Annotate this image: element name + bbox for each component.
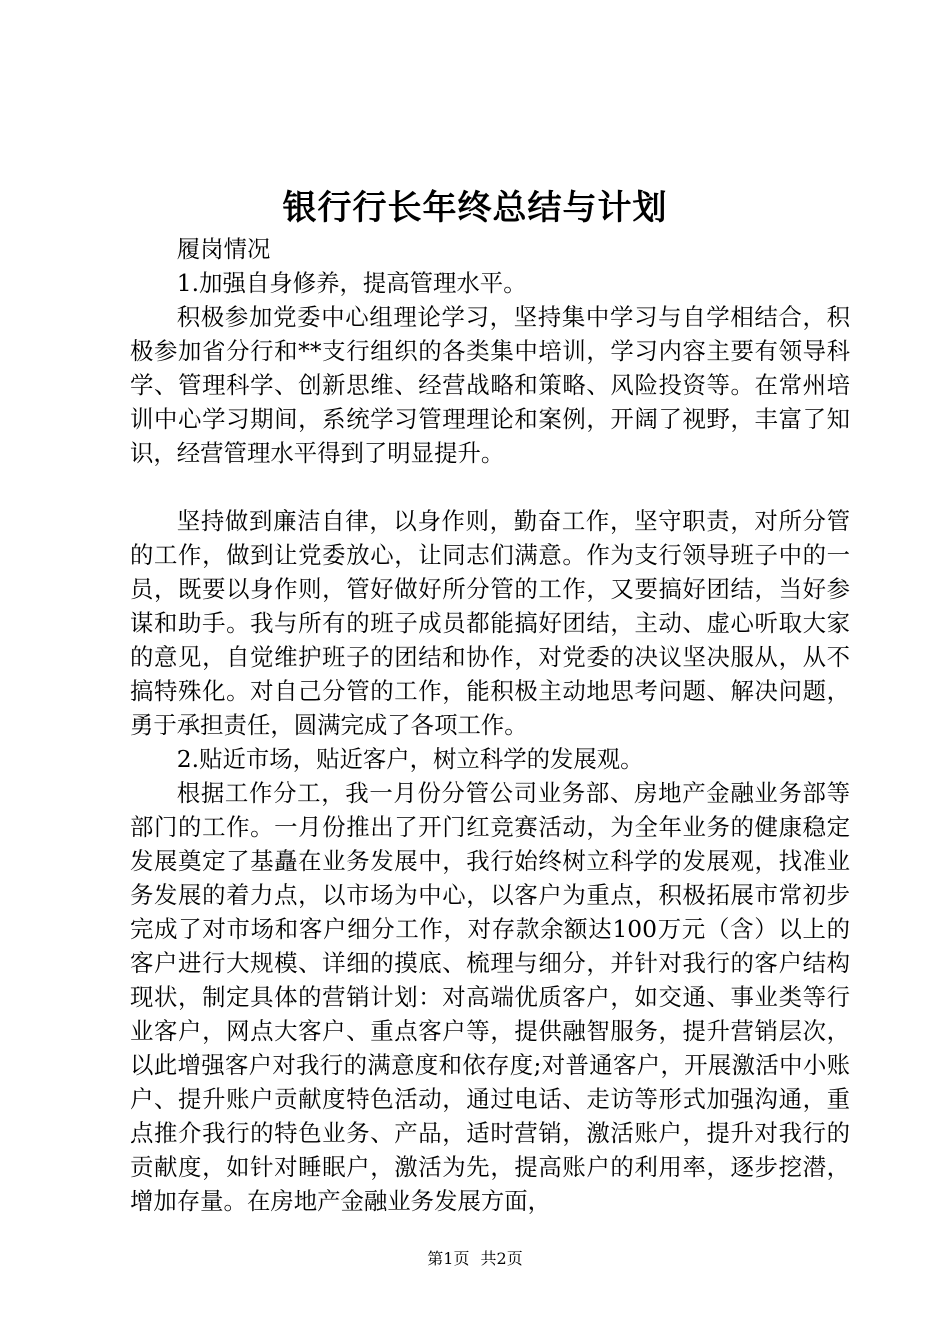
paragraph-study: 积极参加党委中心组理论学习，坚持集中学习与自学相结合，积极参加省分行和**支行组织的各类集中培训，学习内容主要有领导科学、管理科学、创新思维、经营战略和策略、风险投资等。在常州培训中心学习期间，系统学习管理理论和案例，开阔了视野，丰富了知识，经营管理水平得到了明显提升。 bbox=[130, 303, 850, 467]
page-number: 第1页 bbox=[427, 1249, 470, 1268]
paragraph-market: 根据工作分工，我一月份分管公司业务部、房地产金融业务部等部门的工作。一月份推出了开门红竞赛活动，为全年业务的健康稳定发展奠定了基矗在业务发展中，我行始终树立科学的发展观，找准业务发展的着力点，以市场为中心，以客户为重点，积极拓展市常初步完成了对市场和客户细分工作，对存款余额达100万元（含）以上的客户进行大规模、详细的摸底、梳理与细分，并针对我行的客户结构现状，制定具体的营销计划：对高端优质客户，如交通、事业类等行业客户，网点大客户、重点客户等，提供融智服务，提升营销层次，以此增强客户对我行的满意度和依存度;对普通客户，开展激活中小账户、提升账户贡献度特色活动，通过电话、走访等形式加强沟通，重点推介我行的特色业务、产品，适时营销，激活账户，提升对我行的贡献度，如针对睡眠户，激活为先，提高账户的利用率，逐步挖潜，增加存量。在房地产金融业务发展方面， bbox=[130, 779, 850, 1215]
page-footer bbox=[0, 1248, 950, 1270]
paragraph-section-heading: 履岗情况 bbox=[176, 235, 271, 263]
page-total: 共2页 bbox=[480, 1249, 523, 1268]
paragraph-item-1-heading: 1.加强自身修养，提高管理水平。 bbox=[176, 269, 527, 297]
paragraph-item-2-heading: 2.贴近市场，贴近客户，树立科学的发展观。 bbox=[176, 745, 644, 773]
paragraph-integrity: 坚持做到廉洁自律，以身作则，勤奋工作，坚守职责，对所分管的工作，做到让党委放心，让同志们满意。作为支行领导班子中的一员，既要以身作则，管好做好所分管的工作，又要搞好团结，当好参谋和助手。我与所有的班子成员都能搞好团结，主动、虚心听取大家的意见，自觉维护班子的团结和协作，对党委的决议坚决服从，从不搞特殊化。对自己分管的工作，能积极主动地思考问题、解决问题，勇于承担责任，圆满完成了各项工作。 bbox=[130, 507, 850, 739]
document-title: 银行行长年终总结与计划 bbox=[282, 188, 668, 228]
document-body bbox=[130, 232, 850, 1218]
